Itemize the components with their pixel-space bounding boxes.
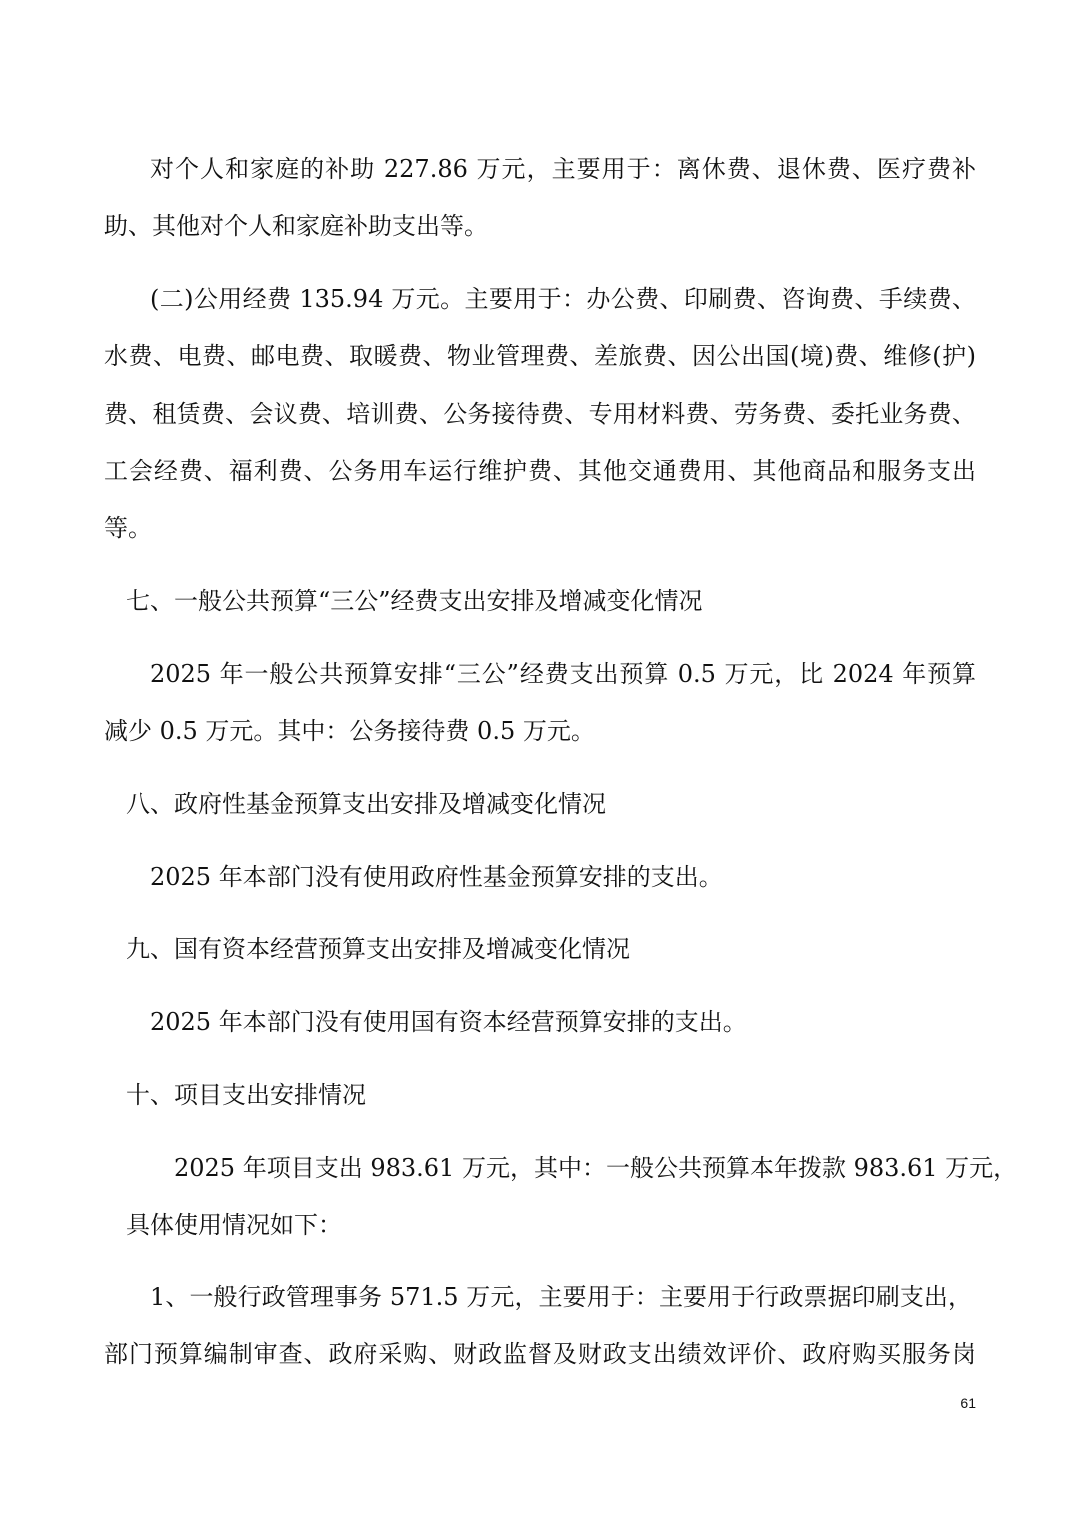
body-line: 对个人和家庭的补助 227.86 万元，主要用于：离休费、退休费、医疗费补 [150,155,976,183]
section-heading: 十、项目支出安排情况 [126,1081,366,1109]
body-line: 2025 年本部门没有使用国有资本经营预算安排的支出。 [150,1008,747,1036]
body-line: 工会经费、福利费、公务用车运行维护费、其他交通费用、其他商品和服务支出 [104,457,976,485]
body-line: (二)公用经费 135.94 万元。主要用于：办公费、印刷费、咨询费、手续费、 [150,285,976,313]
body-line: 减少 0.5 万元。其中：公务接待费 0.5 万元。 [104,717,595,745]
body-line: 具体使用情况如下： [126,1211,342,1239]
section-heading: 八、政府性基金预算支出安排及增减变化情况 [126,790,606,818]
body-line: 等。 [104,514,152,542]
section-heading: 七、一般公共预算“三公”经费支出安排及增减变化情况 [126,587,703,615]
body-line: 2025 年本部门没有使用政府性基金预算安排的支出。 [150,863,723,891]
body-line: 1、一般行政管理事务 571.5 万元，主要用于：主要用于行政票据印刷支出， [150,1283,972,1311]
body-line: 费、租赁费、会议费、培训费、公务接待费、专用材料费、劳务费、委托业务费、 [104,400,976,428]
body-line: 水费、电费、邮电费、取暖费、物业管理费、差旅费、因公出国(境)费、维修(护) [104,342,976,370]
body-line: 部门预算编制审查、政府采购、财政监督及财政支出绩效评价、政府购买服务岗 [104,1340,976,1368]
section-heading: 九、国有资本经营预算支出安排及增减变化情况 [126,935,630,963]
page-number: 61 [960,1395,976,1411]
body-line: 助、其他对个人和家庭补助支出等。 [104,212,488,240]
body-line: 2025 年项目支出 983.61 万元，其中：一般公共预算本年拨款 983.61 万元， [174,1154,1018,1182]
body-line: 2025 年一般公共预算安排“三公”经费支出预算 0.5 万元，比 2024 年预算 [150,660,976,688]
